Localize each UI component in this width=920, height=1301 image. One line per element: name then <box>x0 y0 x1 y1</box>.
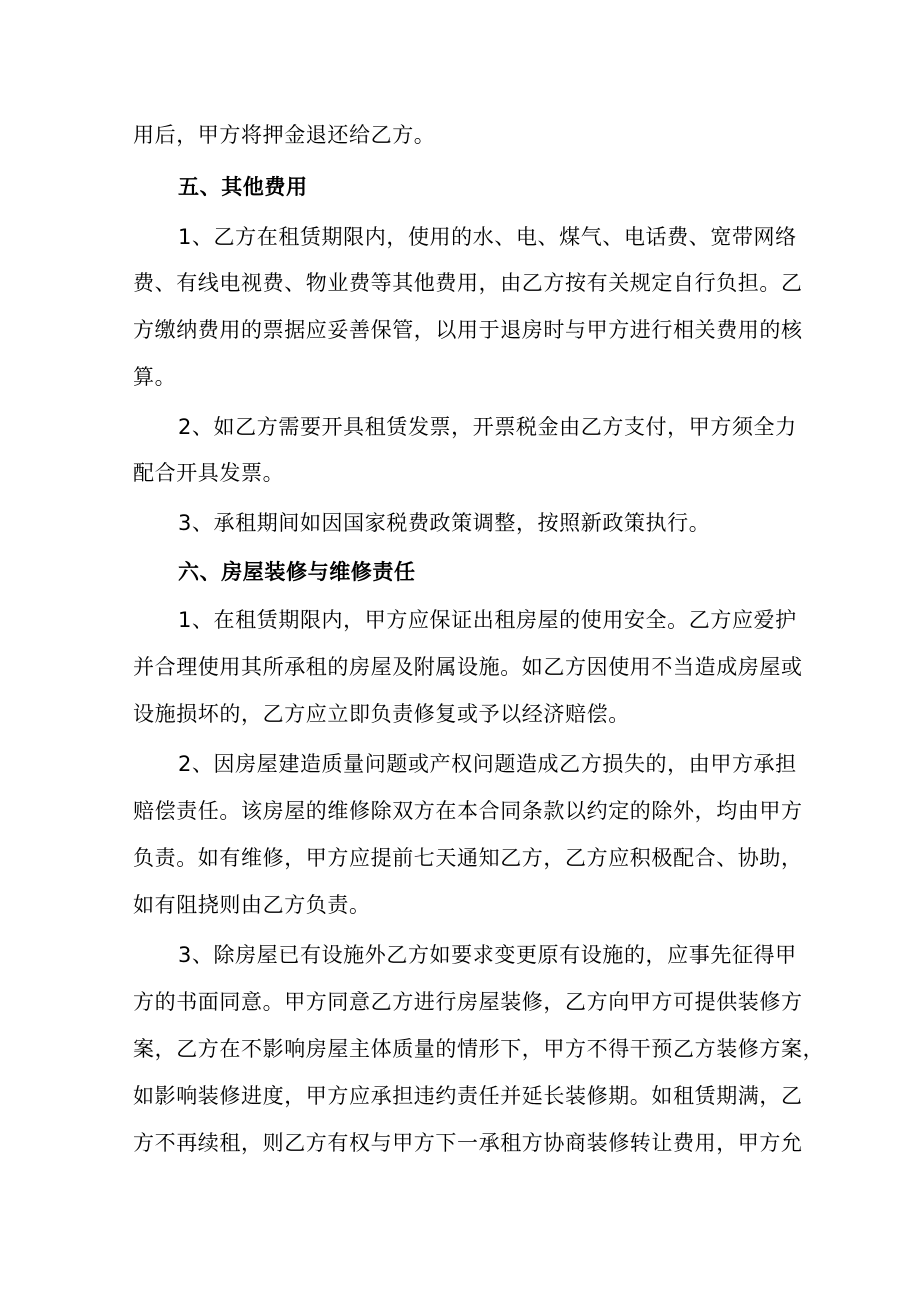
text-line: 1、乙方在租赁期限内，使用的水、电、煤气、电话费、宽带网络 <box>178 225 797 249</box>
text-line: 1、在租赁期限内，甲方应保证出租房屋的使用安全。乙方应爱护 <box>178 608 797 632</box>
text-line: 2、因房屋建造质量问题或产权问题造成乙方损失的，由甲方承担 <box>178 752 797 776</box>
text-line: 如有阻挠则由乙方负责。 <box>133 893 371 917</box>
text-line: 费、有线电视费、物业费等其他费用，由乙方按有关规定自行负担。乙 <box>133 271 803 295</box>
text-line: 用后，甲方将押金退还给乙方。 <box>133 123 436 147</box>
section-heading-other-fees: 五、其他费用 <box>178 175 308 199</box>
text-line: 负责。如有维修，甲方应提前七天通知乙方，乙方应积极配合、协助， <box>133 846 803 870</box>
section-heading-renovation-repair: 六、房屋装修与维修责任 <box>178 560 416 584</box>
text-line: 如影响装修进度，甲方应承担违约责任并延长装修期。如租赁期满，乙 <box>133 1084 803 1108</box>
text-line: 方缴纳费用的票据应妥善保管，以用于退房时与甲方进行相关费用的核 <box>133 318 803 342</box>
text-line: 设施损坏的，乙方应立即负责修复或予以经济赔偿。 <box>133 702 630 726</box>
text-line: 案，乙方在不影响房屋主体质量的情形下，甲方不得干预乙方装修方案， <box>133 1037 825 1061</box>
text-line: 配合开具发票。 <box>133 461 285 485</box>
text-line: 3、承租期间如因国家税费政策调整，按照新政策执行。 <box>178 511 711 535</box>
text-line: 方不再续租，则乙方有权与甲方下一承租方协商装修转让费用，甲方允 <box>133 1131 803 1155</box>
text-line: 方的书面同意。甲方同意乙方进行房屋装修，乙方向甲方可提供装修方 <box>133 990 803 1014</box>
text-line: 并合理使用其所承租的房屋及附属设施。如乙方因使用不当造成房屋或 <box>133 655 803 679</box>
text-line: 赔偿责任。该房屋的维修除双方在本合同条款以约定的除外，均由甲方 <box>133 799 803 823</box>
text-line: 3、除房屋已有设施外乙方如要求变更原有设施的，应事先征得甲 <box>178 943 797 967</box>
text-line: 算。 <box>133 365 177 389</box>
text-line: 2、如乙方需要开具租赁发票，开票税金由乙方支付，甲方须全力 <box>178 415 797 439</box>
